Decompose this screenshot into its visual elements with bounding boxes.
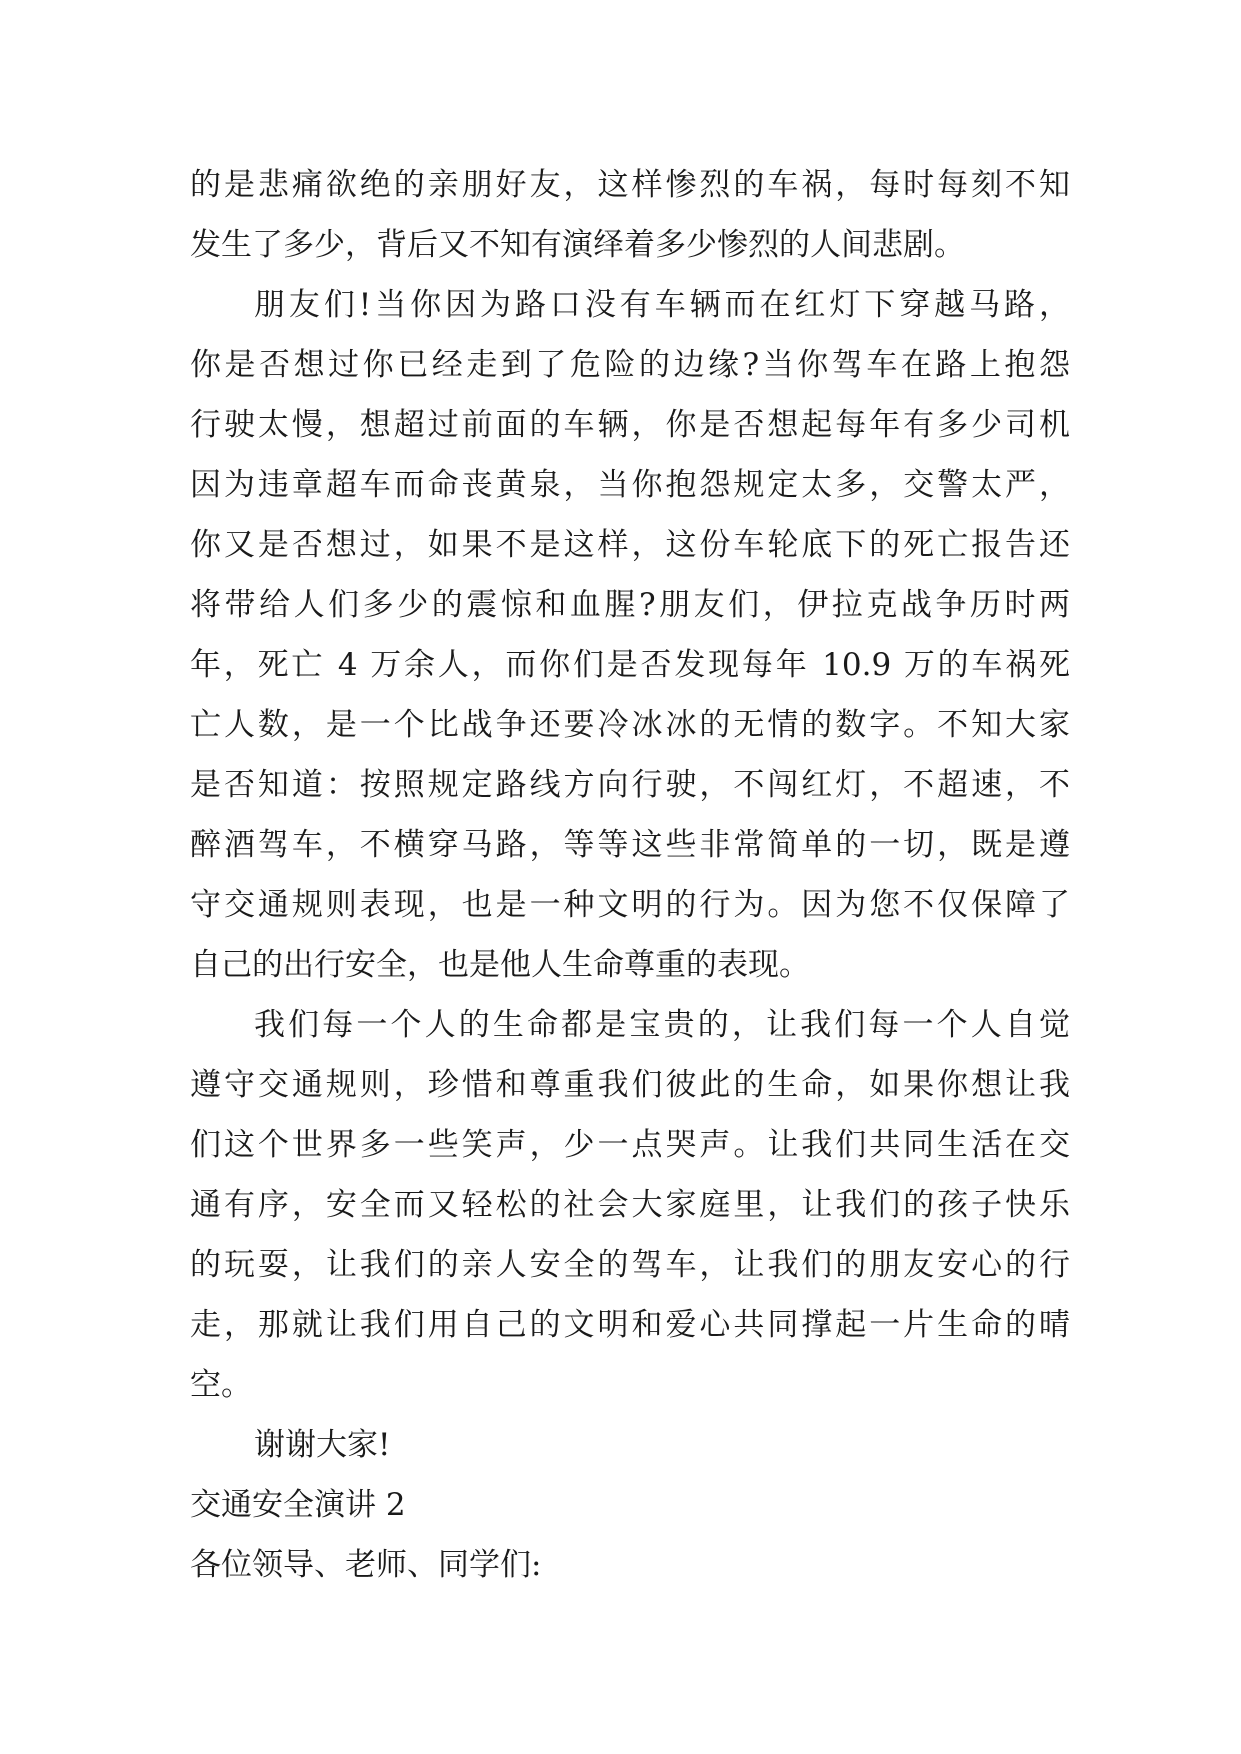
text-line: 年，死亡 4 万余人，而你们是否发现每年 10.9 万的车祸死	[190, 647, 1070, 683]
text-line: 将带给人们多少的震惊和血腥?朋友们，伊拉克战争历时两	[190, 587, 1070, 623]
text-line: 各位领导、老师、同学们:	[190, 1547, 542, 1583]
document-body	[190, 155, 1070, 1595]
text-line: 遵守交通规则，珍惜和尊重我们彼此的生命，如果你想让我	[190, 1067, 1070, 1103]
text-line: 亡人数，是一个比战争还要冷冰冰的无情的数字。不知大家	[190, 707, 1070, 743]
text-line: 的玩耍，让我们的亲人安全的驾车，让我们的朋友安心的行	[190, 1247, 1070, 1283]
text-line: 守交通规则表现，也是一种文明的行为。因为您不仅保障了	[190, 887, 1070, 923]
text-line: 朋友们!当你因为路口没有车辆而在红灯下穿越马路，	[254, 287, 1070, 323]
text-line: 行驶太慢，想超过前面的车辆，你是否想起每年有多少司机	[190, 407, 1070, 443]
text-line: 自己的出行安全，也是他人生命尊重的表现。	[190, 947, 810, 983]
text-line: 交通安全演讲 2	[190, 1487, 406, 1523]
text-line: 走，那就让我们用自己的文明和爱心共同撑起一片生命的晴	[190, 1307, 1070, 1343]
text-line: 因为违章超车而命丧黄泉，当你抱怨规定太多，交警太严，	[190, 467, 1070, 503]
text-line: 的是悲痛欲绝的亲朋好友，这样惨烈的车祸，每时每刻不知	[190, 167, 1070, 203]
text-line: 们这个世界多一些笑声，少一点哭声。让我们共同生活在交	[190, 1127, 1070, 1163]
text-line: 通有序，安全而又轻松的社会大家庭里，让我们的孩子快乐	[190, 1187, 1070, 1223]
text-line: 空。	[190, 1367, 252, 1403]
text-line: 你又是否想过，如果不是这样，这份车轮底下的死亡报告还	[190, 527, 1070, 563]
text-line: 是否知道：按照规定路线方向行驶，不闯红灯，不超速，不	[190, 767, 1070, 803]
text-line: 我们每一个人的生命都是宝贵的，让我们每一个人自觉	[254, 1007, 1070, 1043]
text-line: 发生了多少，背后又不知有演绎着多少惨烈的人间悲剧。	[190, 227, 965, 263]
text-line: 谢谢大家!	[254, 1427, 391, 1463]
text-line: 你是否想过你已经走到了危险的边缘?当你驾车在路上抱怨	[190, 347, 1070, 383]
text-line: 醉酒驾车，不横穿马路，等等这些非常简单的一切，既是遵	[190, 827, 1070, 863]
